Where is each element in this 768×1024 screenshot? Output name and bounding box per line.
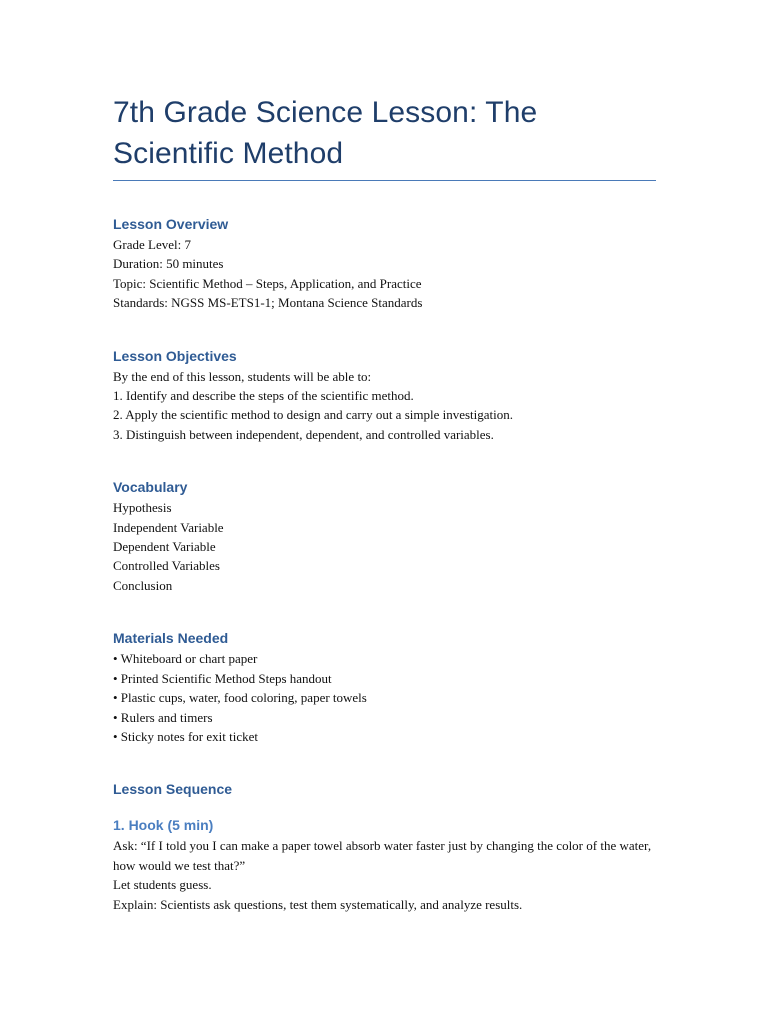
objective-item: 1. Identify and describe the steps of the scientific method. [113, 388, 414, 404]
materials-item: • Printed Scientific Method Steps handout [113, 670, 332, 686]
materials-item: • Whiteboard or chart paper [113, 651, 258, 667]
vocabulary-term: Independent Variable [113, 519, 224, 535]
vocabulary-list [113, 498, 656, 595]
title-divider [113, 180, 656, 181]
objective-item: 3. Distinguish between independent, dependent, and controlled variables. [113, 426, 494, 442]
vocabulary-term: Controlled Variables [113, 558, 220, 574]
vocabulary-term: Hypothesis [113, 500, 172, 516]
hook-subsection [113, 816, 656, 914]
vocabulary-heading: Vocabulary [113, 479, 188, 496]
overview-standards: Standards: NGSS MS-ETS1-1; Montana Science Standards [113, 295, 423, 311]
document-title: 7th Grade Science Lesson: The Scientific Method [113, 96, 538, 170]
lesson-overview-heading: Lesson Overview [113, 216, 229, 232]
materials-heading: Materials Needed [113, 630, 229, 647]
overview-topic: Topic: Scientific Method – Steps, Application, and Practice [113, 275, 422, 291]
materials-item: • Sticky notes for exit ticket [113, 728, 258, 744]
lesson-objectives-section [113, 347, 656, 445]
objective-item: 2. Apply the scientific method to design and carry out a simple investigation. [113, 407, 514, 423]
materials-section [113, 629, 656, 746]
lesson-objectives-list [113, 367, 656, 445]
hook-ask-text: Ask: “If I told you I can make a paper towel absorb water faster just by changing the color of the water, how would we test that?” [113, 838, 652, 873]
vocabulary-term: Conclusion [113, 577, 173, 593]
overview-grade-level: Grade Level: 7 [113, 237, 191, 252]
lesson-sequence-heading: Lesson Sequence [113, 781, 233, 798]
lesson-objectives-heading: Lesson Objectives [113, 347, 237, 364]
vocabulary-term: Dependent Variable [113, 539, 216, 555]
lesson-overview-list [113, 235, 656, 313]
vocabulary-section [113, 478, 656, 595]
materials-item: • Rulers and timers [113, 709, 213, 725]
lesson-overview-section [113, 215, 656, 313]
objectives-intro: By the end of this lesson, students will be able to: [113, 368, 372, 384]
overview-duration: Duration: 50 minutes [113, 256, 224, 272]
materials-list [113, 649, 656, 746]
hook-heading: 1. Hook (5 min) [113, 817, 214, 834]
hook-explain-text: Explain: Scientists ask questions, test them systematically, and analyze results. [113, 896, 523, 912]
materials-item: • Plastic cups, water, food coloring, paper towels [113, 690, 367, 706]
hook-guess-text: Let students guess. [113, 877, 212, 893]
lesson-sequence-section [113, 780, 656, 914]
